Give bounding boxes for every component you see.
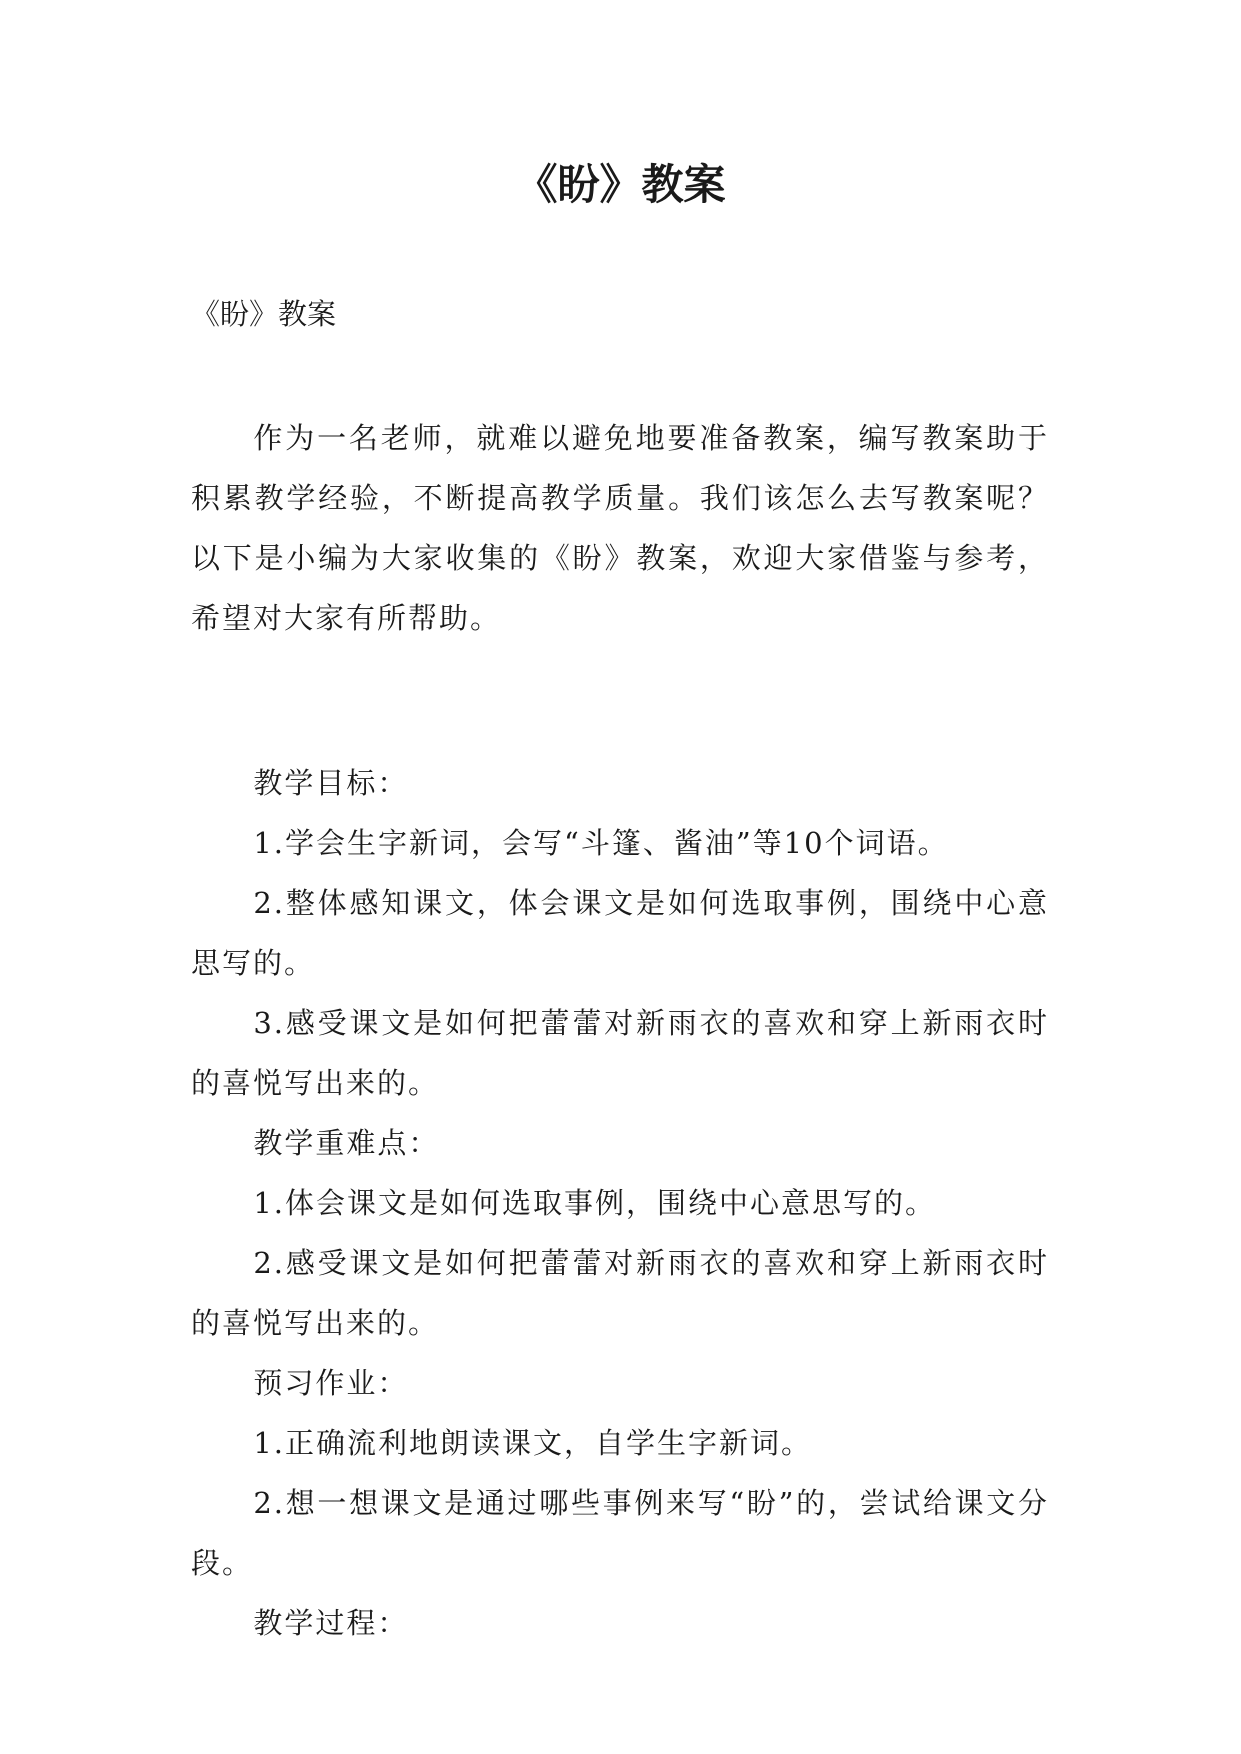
intro-paragraph: 作为一名老师，就难以避免地要准备教案，编写教案助于积累教学经验，不断提高教学质量。我们该怎么去写教案呢？以下是小编为大家收集的《盼》教案，欢迎大家借鉴与参考，希望对大家有所帮助。	[191, 421, 1049, 635]
section-heading-objectives: 教学目标：	[253, 766, 409, 800]
preview-item: 1.正确流利地朗读课文，自学生字新词。	[253, 1426, 813, 1460]
section-heading-preview: 预习作业：	[253, 1366, 409, 1400]
preview-item: 2.想一想课文是通过哪些事例来写“盼”的，尝试给课文分段。	[191, 1486, 1049, 1580]
objective-item: 1.学会生字新词，会写“斗篷、酱油”等10个词语。	[253, 826, 949, 860]
document-title: 《盼》教案	[515, 160, 726, 209]
objective-item: 3.感受课文是如何把蕾蕾对新雨衣的喜欢和穿上新雨衣时的喜悦写出来的。	[191, 1006, 1049, 1100]
objective-item: 2.整体感知课文，体会课文是如何选取事例，围绕中心意思写的。	[191, 886, 1049, 980]
key-point-item: 2.感受课文是如何把蕾蕾对新雨衣的喜欢和穿上新雨衣时的喜悦写出来的。	[191, 1246, 1049, 1340]
document-body	[191, 408, 1049, 1653]
document-subtitle: 《盼》教案	[191, 297, 337, 331]
key-point-item: 1.体会课文是如何选取事例，围绕中心意思写的。	[253, 1186, 937, 1220]
section-heading-process: 教学过程：	[253, 1606, 409, 1640]
section-heading-key-points: 教学重难点：	[253, 1126, 440, 1160]
